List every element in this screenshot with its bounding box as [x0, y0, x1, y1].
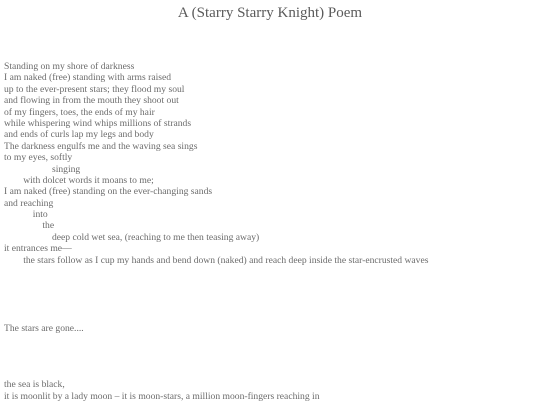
poem-line: The stars are gone....: [4, 323, 84, 335]
poem-line: of my fingers, toes, the ends of my hair: [4, 106, 155, 118]
poem-line: the: [4, 220, 55, 232]
poem-body: [4, 61, 538, 402]
poem-line: into: [4, 209, 48, 221]
poem-line: it is moonlit by a lady moon – it is moon-stars, a million moon-fingers reaching in: [4, 390, 320, 402]
poem-line: it entrances me—: [4, 243, 72, 255]
stanza-gap: [4, 334, 538, 379]
poem-line: deep cold wet sea, (reaching to me then teasing away): [4, 231, 260, 243]
poem-line: I am naked (free) standing on the ever-changing sands: [4, 186, 213, 198]
stanza-2: [4, 323, 538, 334]
poem-line: up to the ever-present stars; they flood my soul: [4, 83, 185, 95]
poem-line: to my eyes, softly: [4, 152, 73, 164]
poem-line: The darkness engulfs me and the waving sea sings: [4, 140, 198, 152]
poem-line: the sea is black,: [4, 379, 65, 391]
poem-line: with dolcet words it moans to me;: [4, 174, 154, 186]
poem-line: and ends of curls lap my legs and body: [4, 129, 154, 141]
poem-line: and reaching: [4, 197, 54, 209]
stanza-3: [4, 379, 538, 402]
stanza-gap: [4, 266, 538, 323]
poem-line: the stars follow as I cup my hands and bend down (naked) and reach deep inside the star-encrusted waves: [4, 254, 429, 266]
poem-line: singing: [4, 163, 81, 175]
poem-line: while whispering wind whips millions of strands: [4, 117, 192, 129]
poem-title: A (Starry Starry Knight) Poem: [177, 5, 363, 21]
poem-line: Standing on my shore of darkness: [4, 61, 135, 72]
poem-line: I am naked (free) standing with arms raised: [4, 72, 172, 84]
poem-line: and flowing in from the mouth they shoot out: [4, 95, 179, 107]
stanza-1: [4, 61, 538, 266]
